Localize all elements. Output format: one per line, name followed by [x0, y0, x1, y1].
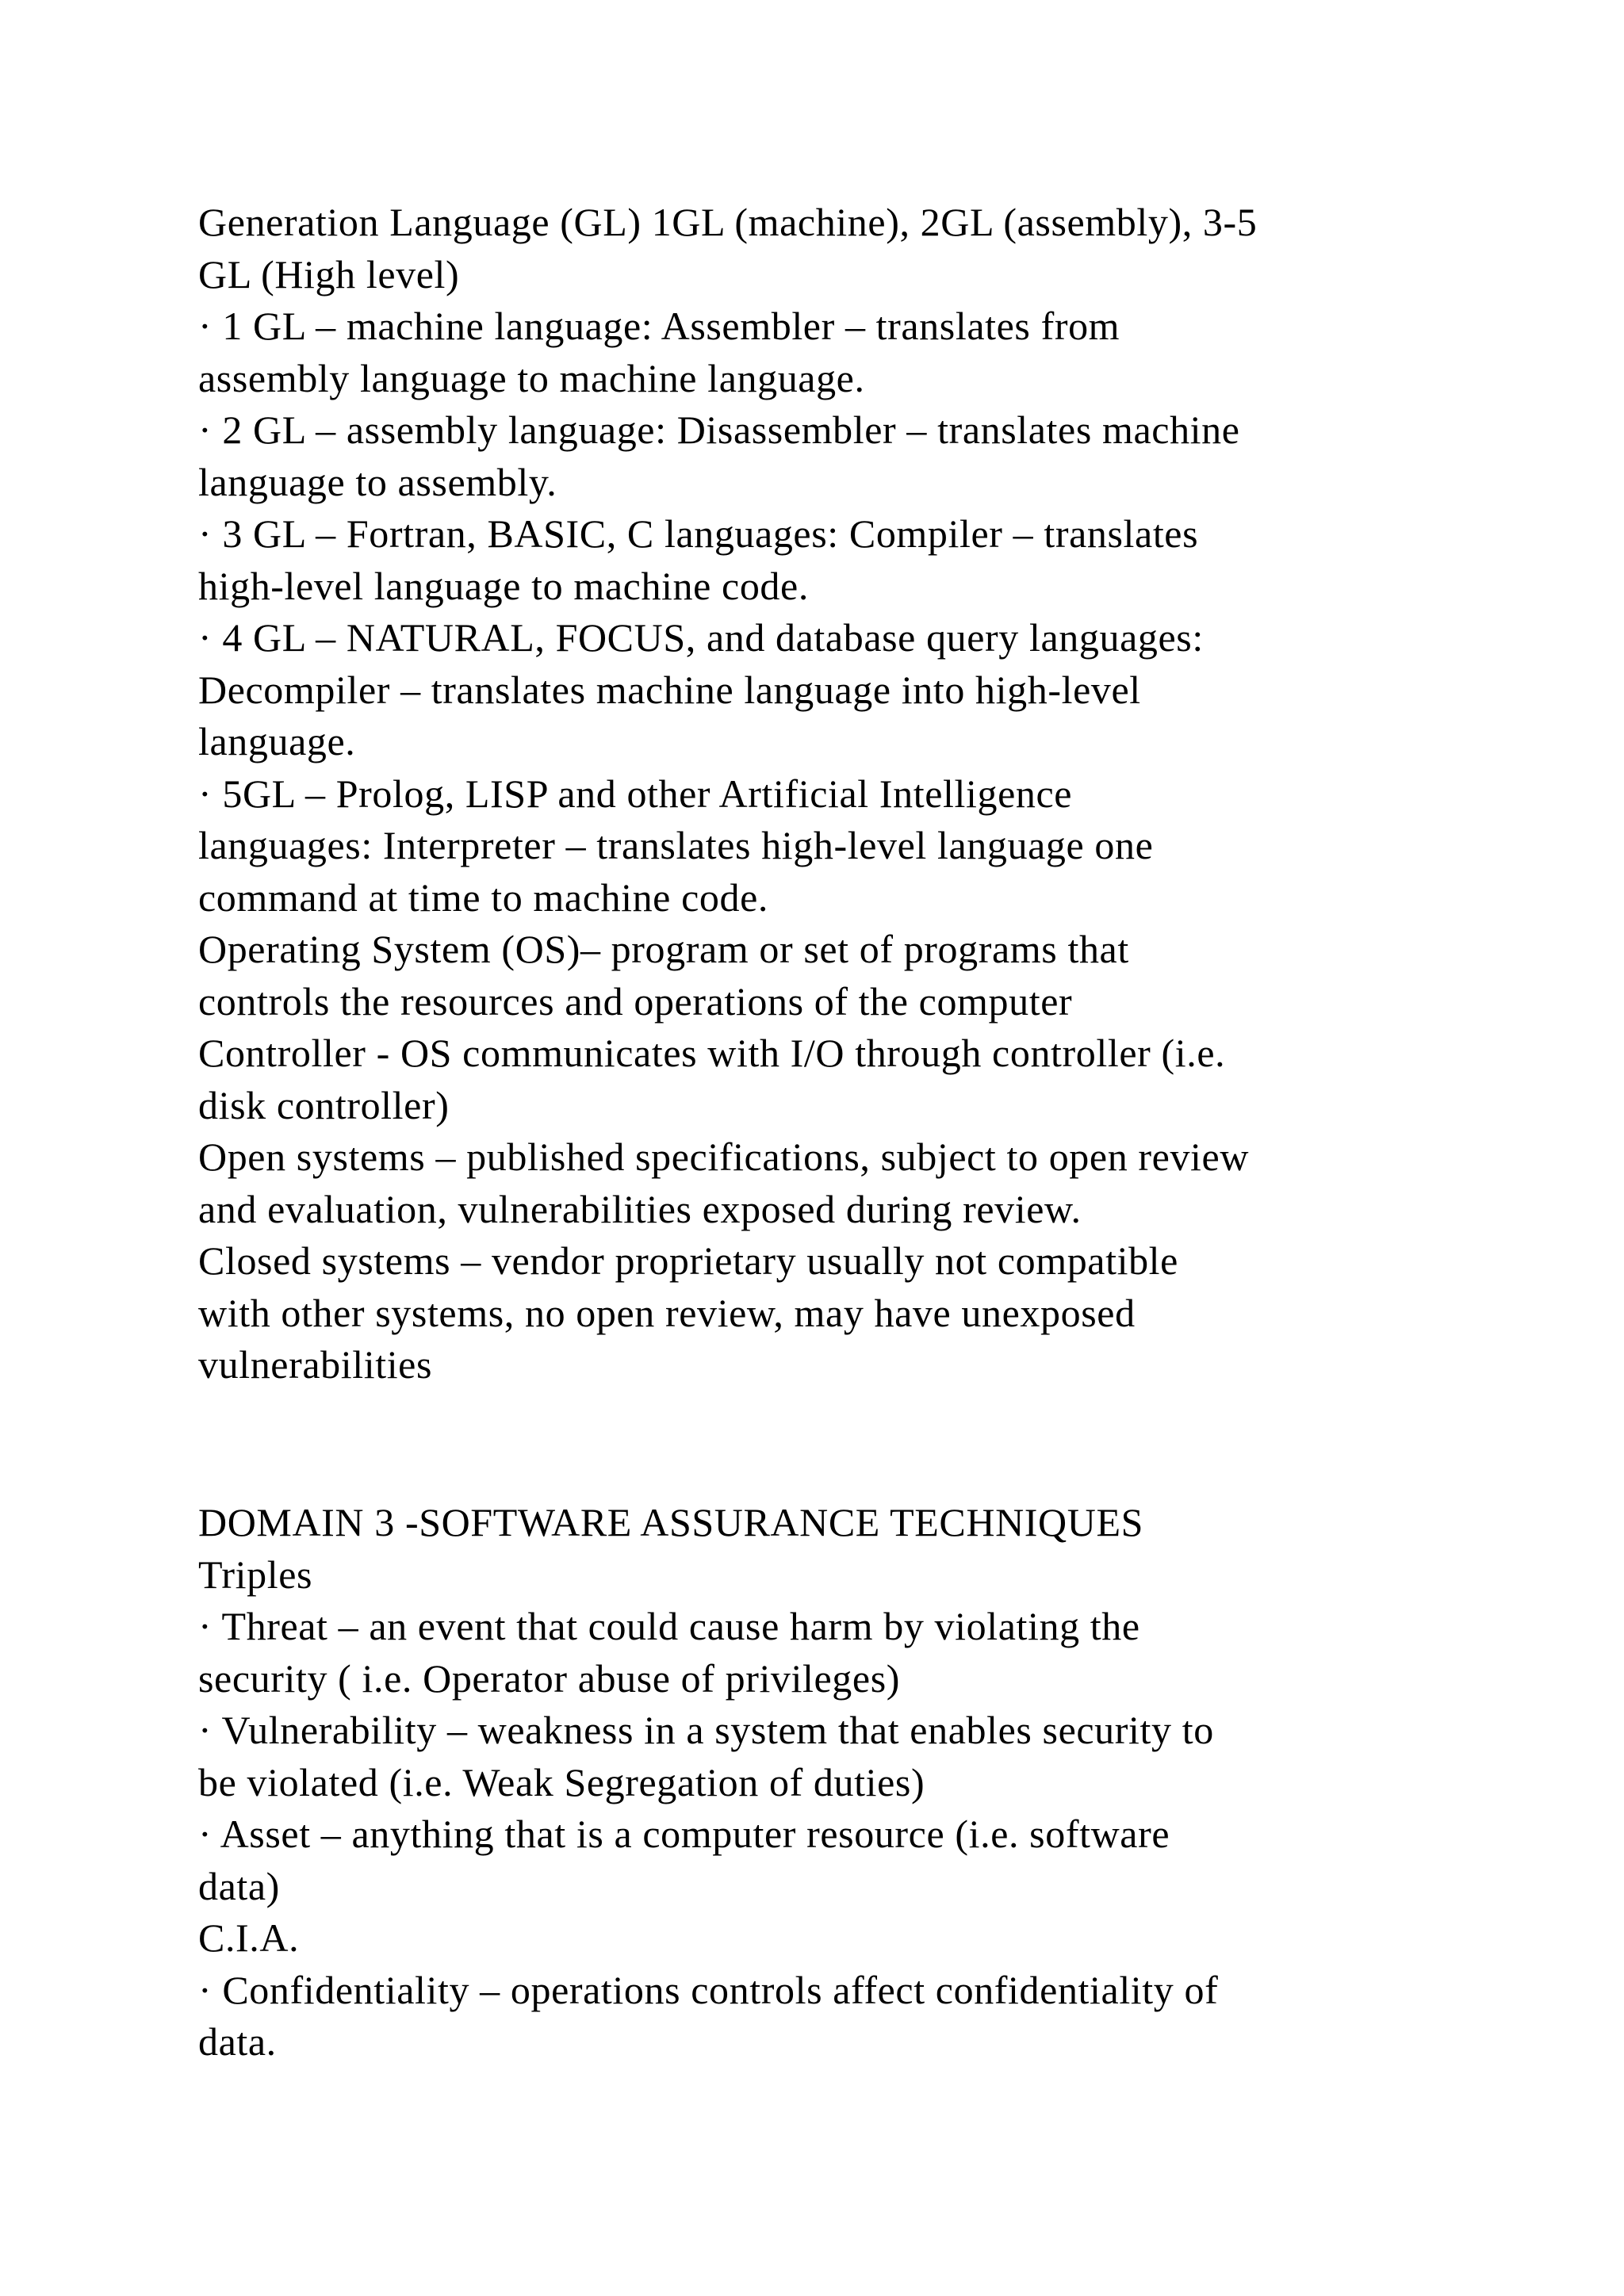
- text-line: Closed systems – vendor proprietary usually not compatible: [198, 1238, 1178, 1283]
- text-line: and evaluation, vulnerabilities exposed during review.: [198, 1186, 1082, 1231]
- text-line: vulnerabilities: [198, 1342, 433, 1387]
- text-line: · 3 GL – Fortran, BASIC, C languages: Compiler – translates: [198, 511, 1199, 556]
- text-line: command at time to machine code.: [198, 874, 768, 920]
- text-line: languages: Interpreter – translates high-level language one: [198, 823, 1154, 867]
- text-line: GL (High level): [198, 251, 460, 297]
- text-line: controls the resources and operations of the computer: [198, 978, 1073, 1024]
- text-line: security ( i.e. Operator abuse of privileges): [198, 1655, 901, 1701]
- text-line: · Confidentiality – operations controls affect confidentiality of: [198, 1967, 1219, 2012]
- text-line: · Asset – anything that is a computer resource (i.e. software: [198, 1812, 1170, 1856]
- section-generation-languages: [198, 197, 1467, 1391]
- text-line: data.: [198, 2019, 277, 2064]
- section-heading: DOMAIN 3 -SOFTWARE ASSURANCE TECHNIQUES: [198, 1500, 1144, 1544]
- text-line: language to assembly.: [198, 459, 557, 504]
- text-line: high-level language to machine code.: [198, 563, 809, 608]
- text-line: · Threat – an event that could cause harm by violating the: [198, 1604, 1140, 1648]
- text-line: Controller - OS communicates with I/O through controller (i.e.: [198, 1031, 1226, 1075]
- text-line: Open systems – published specifications, subject to open review: [198, 1135, 1250, 1179]
- text-line: language.: [198, 719, 356, 763]
- text-line: Operating System (OS)– program or set of programs that: [198, 927, 1129, 971]
- text-line: with other systems, no open review, may have unexposed: [198, 1290, 1136, 1335]
- text-line: assembly language to machine language.: [198, 355, 865, 400]
- text-line: Generation Language (GL) 1GL (machine), 2GL (assembly), 3-5: [198, 200, 1258, 244]
- text-line: disk controller): [198, 1082, 450, 1127]
- section-domain-3: [198, 1497, 1467, 2068]
- text-line: Decompiler – translates machine language into high-level: [198, 667, 1141, 712]
- text-line: data): [198, 1863, 280, 1908]
- text-line: · 2 GL – assembly language: Disassembler – translates machine: [198, 408, 1240, 452]
- text-line: · 5GL – Prolog, LISP and other Artificial Intelligence: [198, 771, 1073, 816]
- subheading-triples: Triples: [198, 1552, 313, 1597]
- text-line: be violated (i.e. Weak Segregation of duties): [198, 1759, 925, 1804]
- text-line: · 1 GL – machine language: Assembler – translates from: [198, 304, 1120, 348]
- text-line: · 4 GL – NATURAL, FOCUS, and database query languages:: [198, 615, 1204, 660]
- text-line: · Vulnerability – weakness in a system that enables security to: [198, 1708, 1214, 1752]
- subheading-cia: C.I.A.: [198, 1915, 300, 1960]
